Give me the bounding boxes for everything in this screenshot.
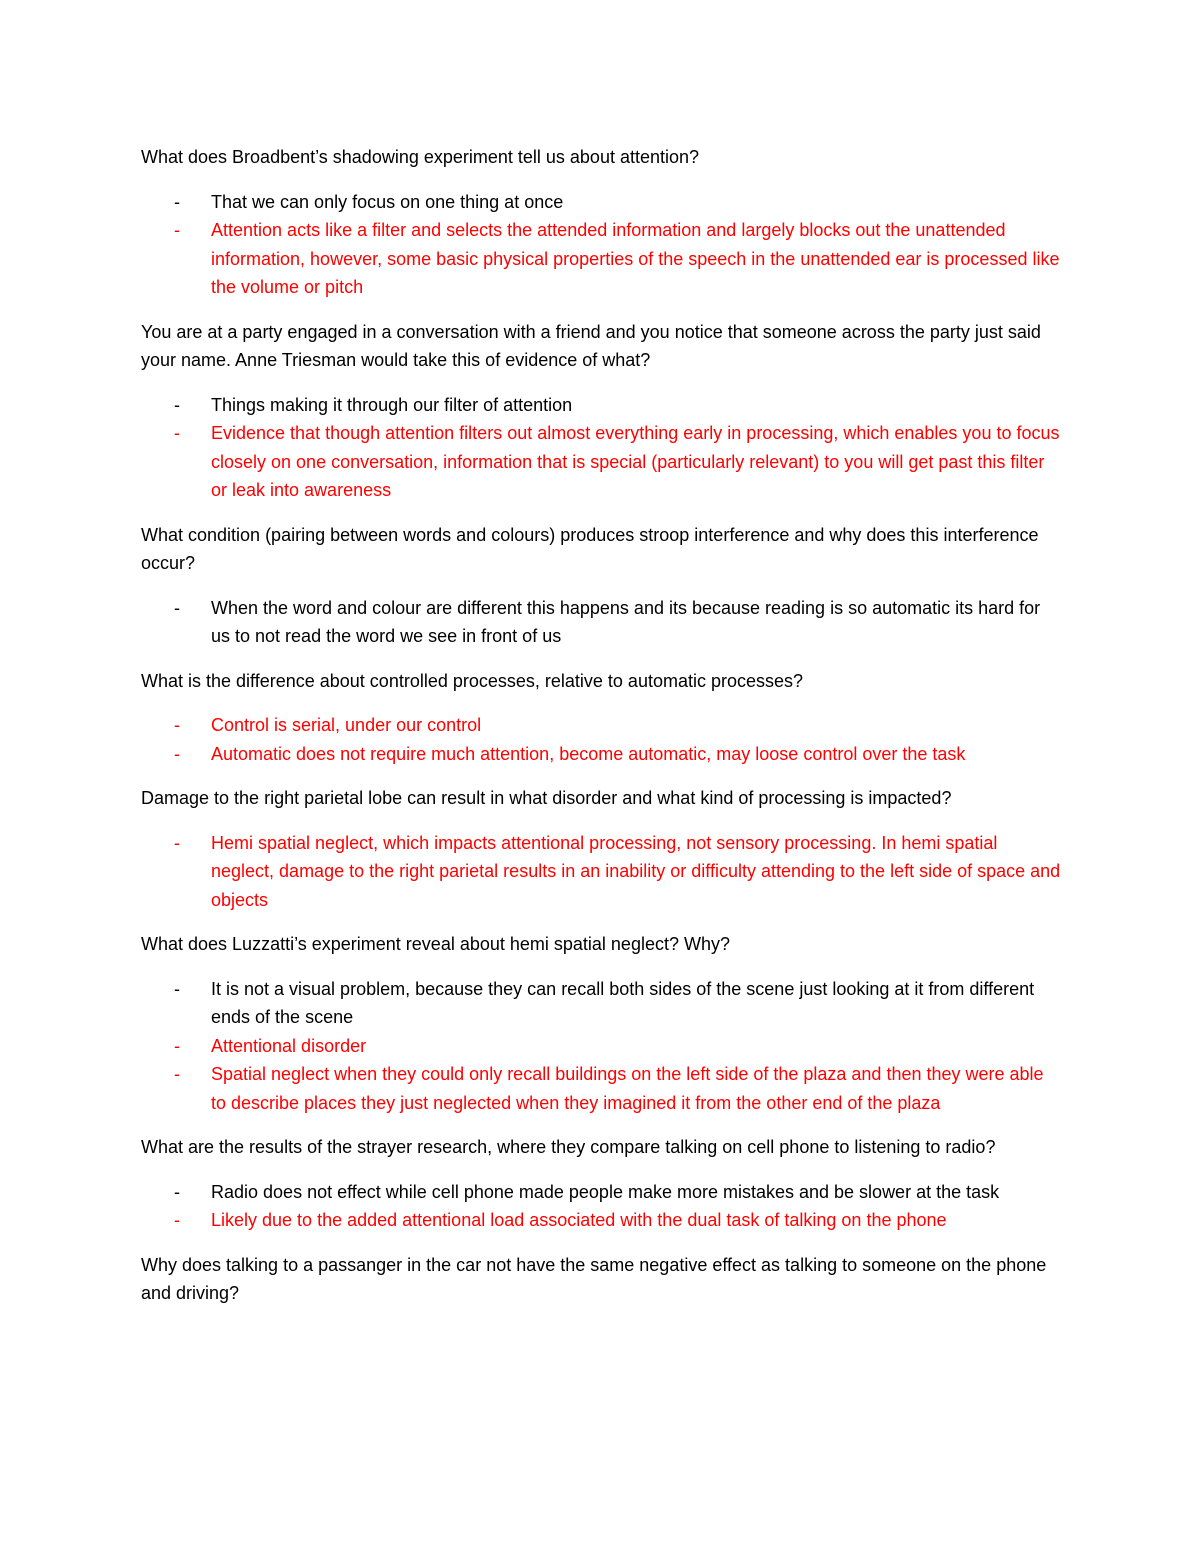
question-text: You are at a party engaged in a conversation with a friend and you notice that someone across the party just said your name. Anne Triesman would take this of evidence of what? (141, 321, 1041, 370)
answer-item (141, 188, 1061, 217)
answer-text: Attention acts like a filter and selects the attended information and largely blocks out the unattended information, however, some basic physical properties of the speech in the unattended ear is processed like the volume or pitch (211, 220, 1060, 297)
question-text: What does Broadbent’s shadowing experiment tell us about attention? (141, 147, 700, 167)
bullet-dash: - (174, 423, 180, 443)
answer-list (141, 975, 1061, 1118)
answer-item-highlighted (141, 1206, 1061, 1235)
answer-item (141, 975, 1061, 1032)
answer-text: Spatial neglect when they could only recall buildings on the left side of the plaza and then they were able to describe places they just neglected when they imagined it from the other end of the plaza (211, 1064, 1044, 1113)
answer-text: Hemi spatial neglect, which impacts attentional processing, not sensory processing. In hemi spatial neglect, damage to the right parietal results in an inability or difficulty attending to the left side of space and objects (211, 832, 1061, 910)
answer-item-highlighted (141, 1060, 1061, 1117)
bullet-dash: - (174, 832, 180, 853)
answer-item (141, 1178, 1061, 1207)
answer-list (141, 1178, 1061, 1235)
document-body (141, 143, 1061, 1308)
answer-text: Control is serial, under our control (211, 715, 482, 735)
bullet-dash: - (174, 394, 180, 415)
answer-list (141, 711, 1061, 768)
answer-item (141, 391, 1061, 420)
answer-text: Things making it through our filter of attention (211, 394, 573, 415)
bullet-dash: - (174, 1035, 180, 1056)
question-text: What are the results of the strayer research, where they compare talking on cell phone to listening to radio? (141, 1137, 996, 1157)
question-text: What does Luzzatti’s experiment reveal about hemi spatial neglect? Why? (141, 934, 730, 954)
bullet-dash: - (174, 1210, 180, 1230)
question-text: What is the difference about controlled processes, relative to automatic processes? (141, 670, 804, 691)
answer-text: That we can only focus on one thing at once (211, 191, 564, 212)
bullet-dash: - (174, 743, 180, 764)
bullet-dash: - (174, 597, 180, 618)
bullet-dash: - (174, 978, 180, 999)
bullet-dash: - (174, 1181, 180, 1202)
answer-text: When the word and colour are different this happens and its because reading is so automatic its hard for us to not read the word we see in front of us (211, 597, 1041, 646)
answer-list (141, 391, 1061, 505)
bullet-dash: - (174, 220, 180, 240)
answer-item-highlighted (141, 419, 1061, 505)
answer-item-highlighted (141, 711, 1061, 740)
bullet-dash: - (174, 1064, 180, 1084)
answer-text: Radio does not effect while cell phone made people make more mistakes and be slower at the task (211, 1181, 1000, 1202)
answer-item-highlighted (141, 216, 1061, 302)
bullet-dash: - (174, 715, 180, 735)
answer-list (141, 188, 1061, 302)
question-text: Why does talking to a passanger in the car not have the same negative effect as talking to someone on the phone and driving? (141, 1254, 1047, 1303)
answer-list (141, 594, 1061, 651)
answer-text: Attentional disorder (211, 1035, 367, 1056)
answer-item-highlighted (141, 740, 1061, 769)
answer-text: Likely due to the added attentional load associated with the dual task of talking on the phone (211, 1210, 947, 1230)
answer-item-highlighted (141, 1032, 1061, 1061)
answer-text: Evidence that though attention filters out almost everything early in processing, which enables you to focus closely on one conversation, information that is special (particularly relevant) to you will get past this filter or leak into awareness (211, 423, 1060, 500)
question-text: Damage to the right parietal lobe can result in what disorder and what kind of processing is impacted? (141, 788, 952, 808)
answer-item-highlighted (141, 829, 1061, 915)
answer-text: Automatic does not require much attention, become automatic, may loose control over the task (211, 743, 966, 764)
question-text: What condition (pairing between words and colours) produces stroop interference and why does this interference occur? (141, 524, 1039, 573)
bullet-dash: - (174, 191, 180, 212)
answer-text: It is not a visual problem, because they can recall both sides of the scene just looking at it from different ends of the scene (211, 978, 1035, 1027)
answer-list (141, 829, 1061, 915)
answer-item (141, 594, 1061, 651)
